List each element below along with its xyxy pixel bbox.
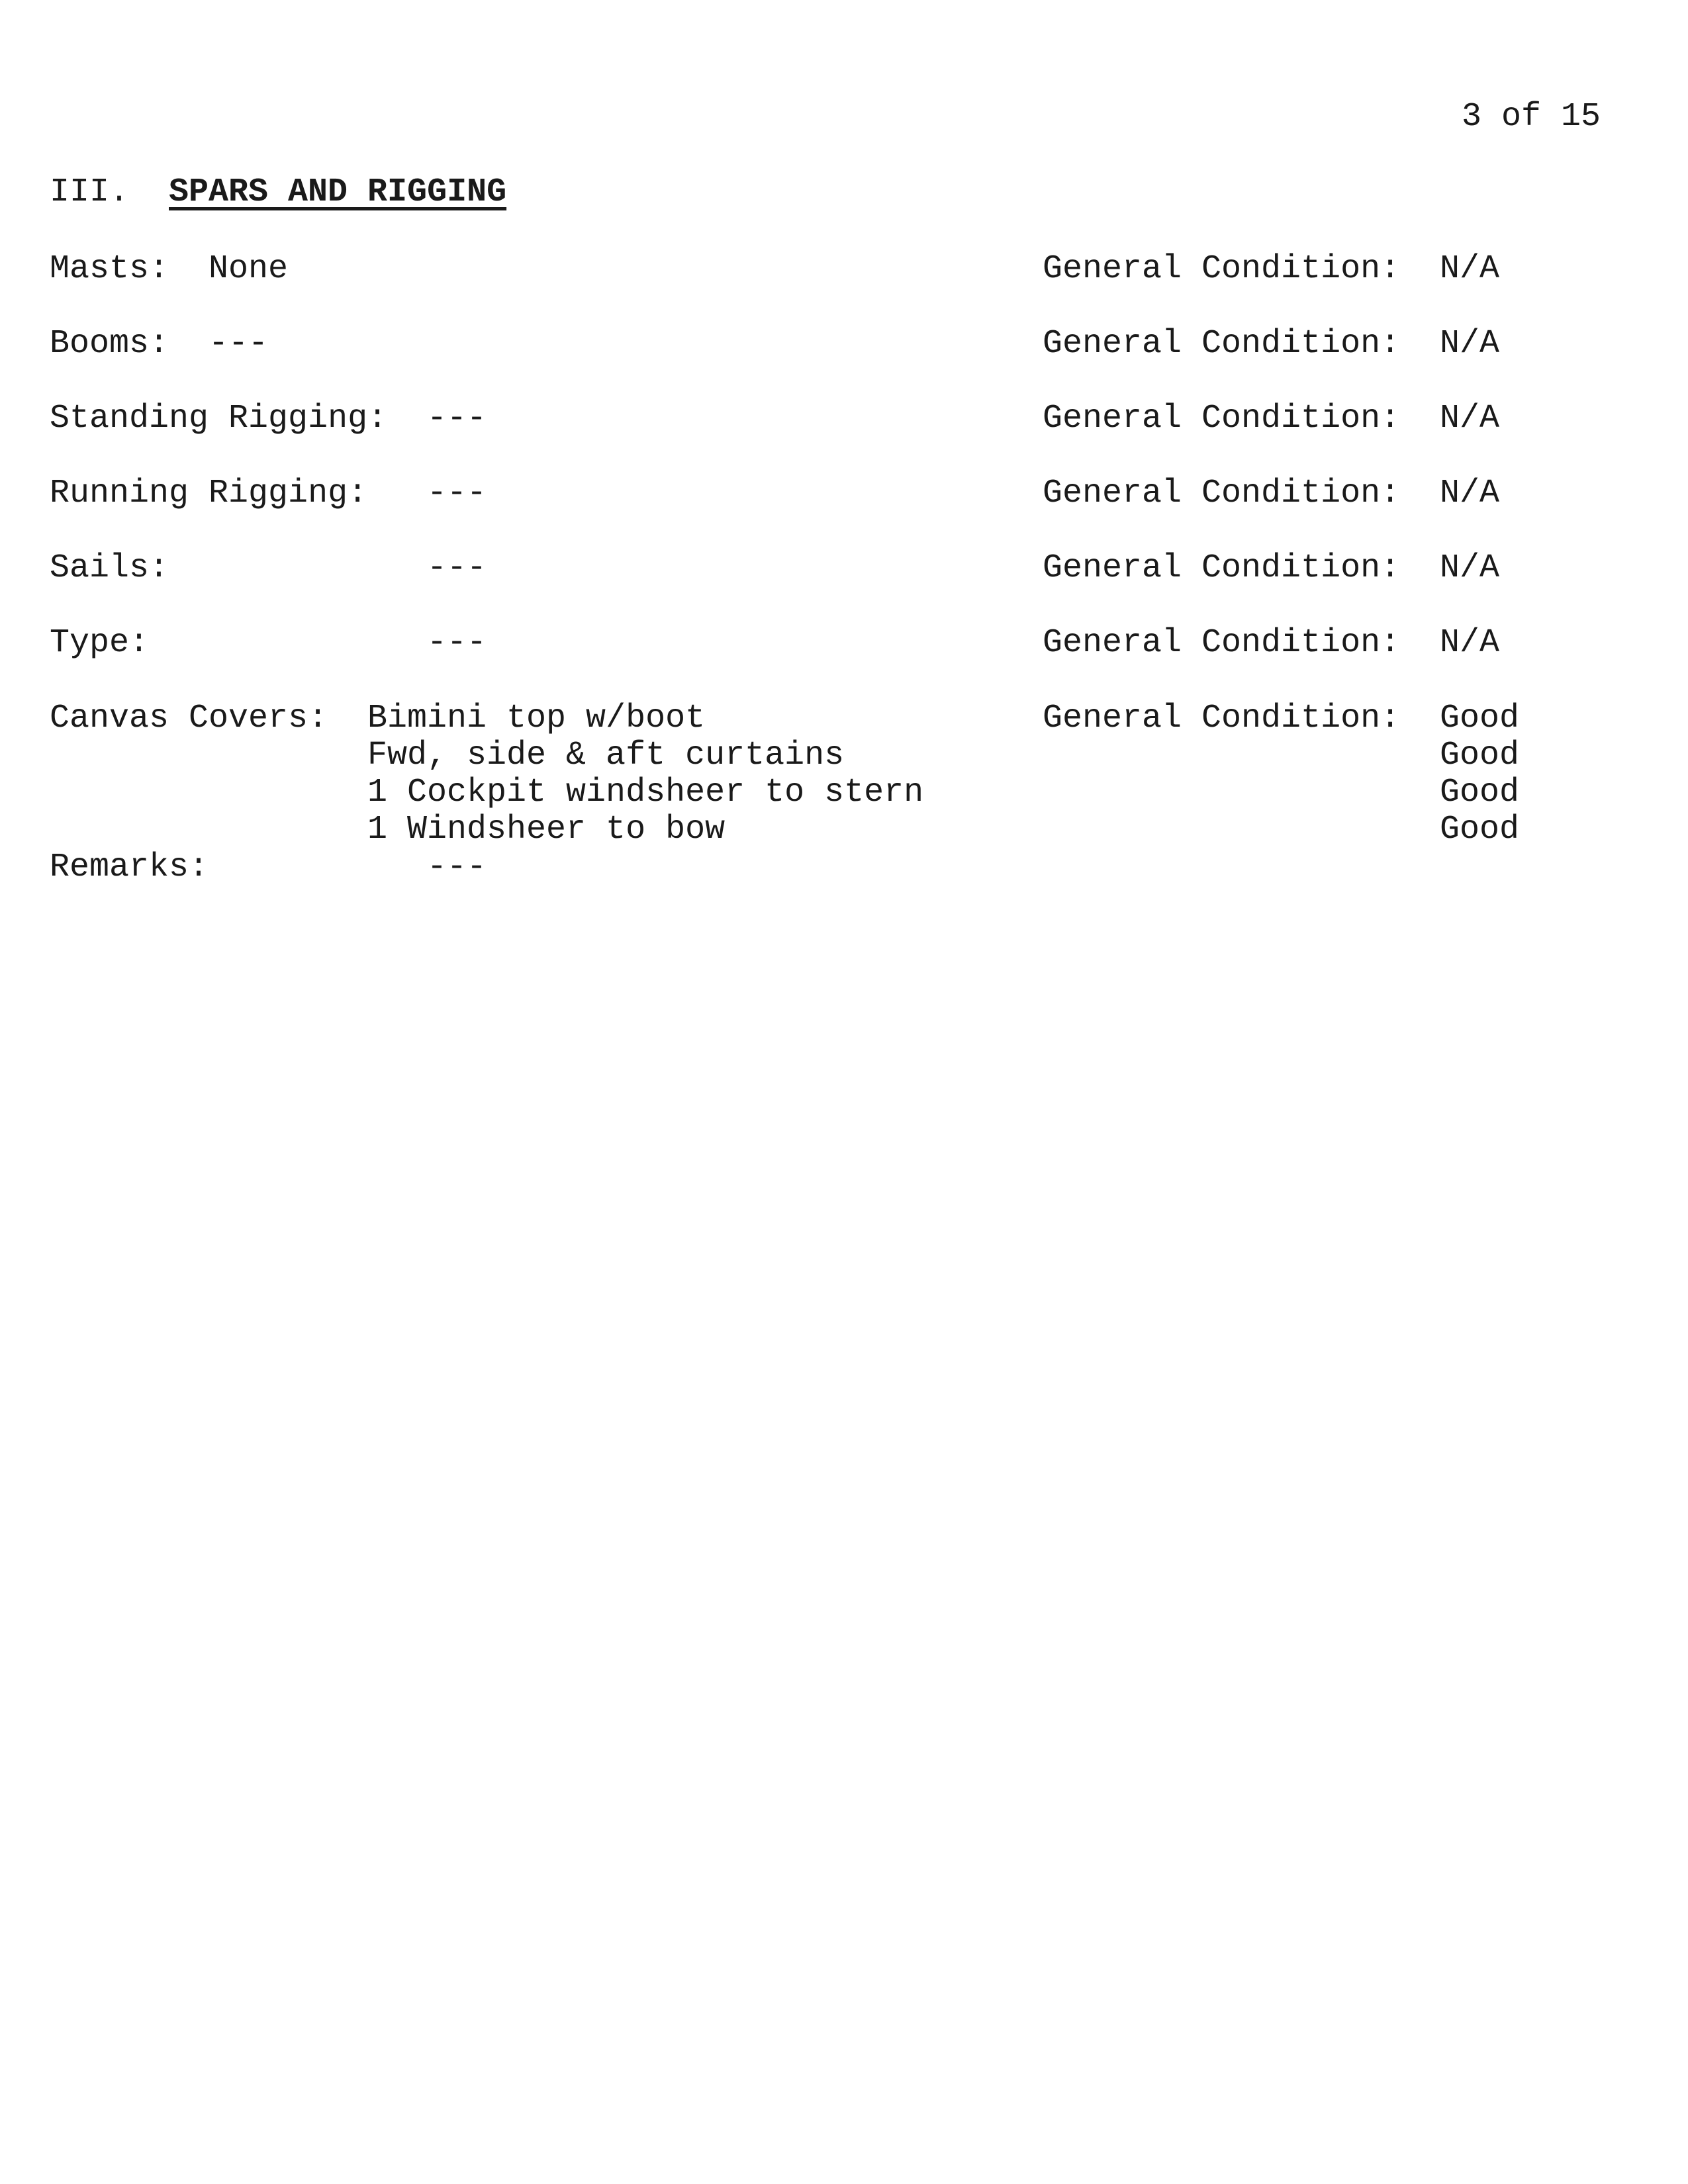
field-label: Standing Rigging: [50,400,388,437]
condition-label: General Condition: [1043,250,1401,288]
condition-label: General Condition: [1043,700,1401,737]
canvas-item: 1 Windsheer to bow [367,811,726,848]
condition-label: General Condition: [1043,475,1401,512]
field-value: --- [209,325,269,363]
field-label: Canvas Covers: [50,700,328,737]
page-number: 3 of 15 [1462,98,1601,136]
condition-label: General Condition: [1043,549,1401,587]
field-value: --- [427,549,487,587]
field-label: Sails: [50,549,169,587]
field-value: --- [427,475,487,512]
canvas-item: 1 Cockpit windsheer to stern [367,774,924,811]
field-label: Booms: [50,325,169,363]
condition-label: General Condition: [1043,400,1401,437]
field-value: --- [427,624,487,662]
condition-value: N/A [1440,624,1500,662]
condition-value: N/A [1440,475,1500,512]
remarks-value: --- [427,848,487,886]
section-title: SPARS AND RIGGING [169,173,507,211]
field-label: Type: [50,624,150,662]
condition-value: N/A [1440,549,1500,587]
field-value: --- [427,400,487,437]
condition-value: N/A [1440,250,1500,288]
field-value: None [209,250,289,288]
condition-label: General Condition: [1043,624,1401,662]
remarks-label: Remarks: [50,848,209,886]
canvas-item: Fwd, side & aft curtains [367,737,845,774]
condition-label: General Condition: [1043,325,1401,363]
canvas-item-condition: Good [1440,700,1520,737]
canvas-item-condition: Good [1440,737,1520,774]
canvas-item-condition: Good [1440,774,1520,811]
canvas-item-condition: Good [1440,811,1520,848]
condition-value: N/A [1440,400,1500,437]
canvas-item: Bimini top w/boot [367,700,706,737]
field-label: Masts: [50,250,169,288]
field-label: Running Rigging: [50,475,368,512]
condition-value: N/A [1440,325,1500,363]
section-numeral: III. [50,173,130,211]
